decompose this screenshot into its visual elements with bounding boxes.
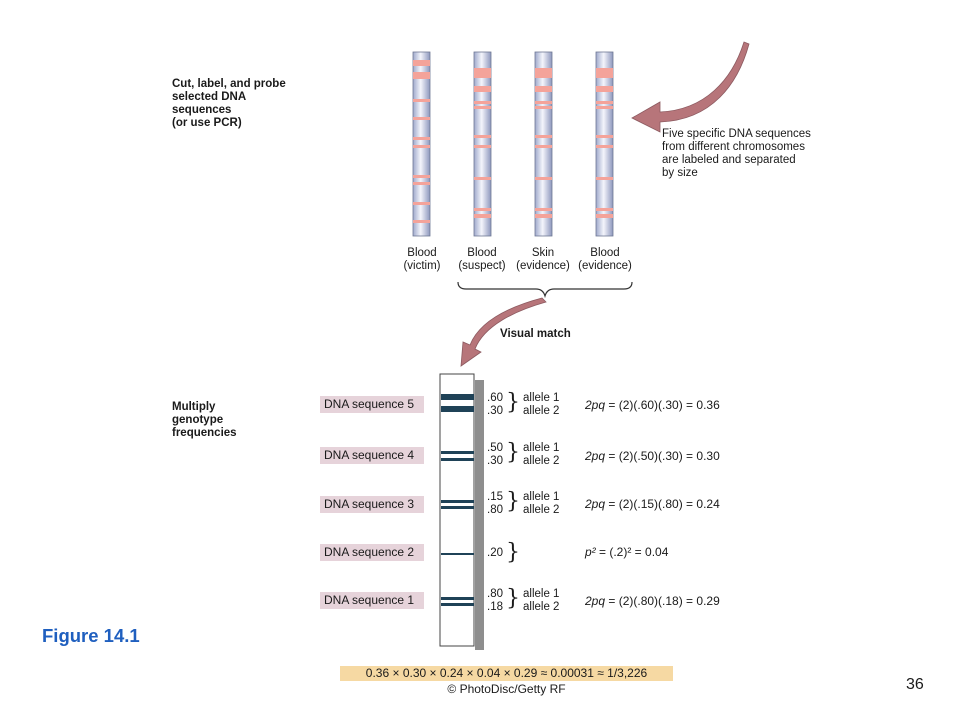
frequency-values: .20 (487, 547, 503, 559)
dna-column-victim (413, 52, 430, 236)
brace-icon: } (506, 540, 520, 565)
brace-icon: } (506, 440, 520, 465)
frequency-calculation: 2pq = (2)(.80)(.18) = 0.29 (585, 594, 720, 608)
sequence-label: DNA sequence 1 (320, 592, 424, 609)
column-caption-victim: Blood (victim) (403, 247, 441, 272)
frequency-values: .15 .80 (487, 491, 503, 516)
sequence-label: DNA sequence 2 (320, 544, 424, 561)
column-caption-skin-evidence: Skin (evidence) (516, 247, 570, 272)
visual-match-label: Visual match (500, 328, 571, 340)
brace-icon: } (506, 489, 520, 514)
allele-labels: allele 1 allele 2 (523, 588, 560, 613)
frequency-calculation: 2pq = (2)(.15)(.80) = 0.24 (585, 497, 720, 511)
frequency-calculation: p² = (.2)² = 0.04 (585, 545, 669, 559)
frequency-calculation: 2pq = (2)(.60)(.30) = 0.36 (585, 398, 720, 412)
photo-credit: © PhotoDisc/Getty RF (447, 682, 566, 696)
allele-labels: allele 1 allele 2 (523, 442, 560, 467)
figure-label: Figure 14.1 (42, 625, 140, 646)
step-cut-label: Cut, label, and probe selected DNA sequences (or use PCR) (172, 78, 286, 129)
allele-labels: allele 1 allele 2 (523, 491, 560, 516)
arrow-note: Five specific DNA sequences from different chromosomes are labeled and separated by size (662, 128, 811, 179)
gel-lane (440, 374, 484, 650)
sequence-label: DNA sequence 3 (320, 496, 424, 513)
step-multiply-label: Multiply genotype frequencies (172, 401, 237, 439)
frequency-calculation: 2pq = (2)(.50)(.30) = 0.30 (585, 449, 720, 463)
allele-labels: allele 1 allele 2 (523, 392, 560, 417)
product-calculation: 0.36 × 0.30 × 0.24 × 0.04 × 0.29 ≈ 0.00031 ≈ 1/3,226 (340, 666, 673, 681)
brace-icon: } (506, 586, 520, 611)
frequency-values: .60 .30 (487, 392, 503, 417)
dna-column-skin-evidence (535, 52, 552, 236)
grouping-brace (458, 282, 632, 296)
column-caption-suspect: Blood (suspect) (458, 247, 506, 272)
page-number: 36 (906, 676, 924, 693)
sequence-label: DNA sequence 4 (320, 447, 424, 464)
curved-arrow-icon (632, 42, 749, 132)
dna-column-blood-evidence (596, 52, 613, 236)
frequency-values: .50 .30 (487, 442, 503, 467)
frequency-values: .80 .18 (487, 588, 503, 613)
sequence-label: DNA sequence 5 (320, 396, 424, 413)
brace-icon: } (506, 390, 520, 415)
column-caption-blood-evidence: Blood (evidence) (578, 247, 632, 272)
dna-column-suspect (474, 52, 491, 236)
